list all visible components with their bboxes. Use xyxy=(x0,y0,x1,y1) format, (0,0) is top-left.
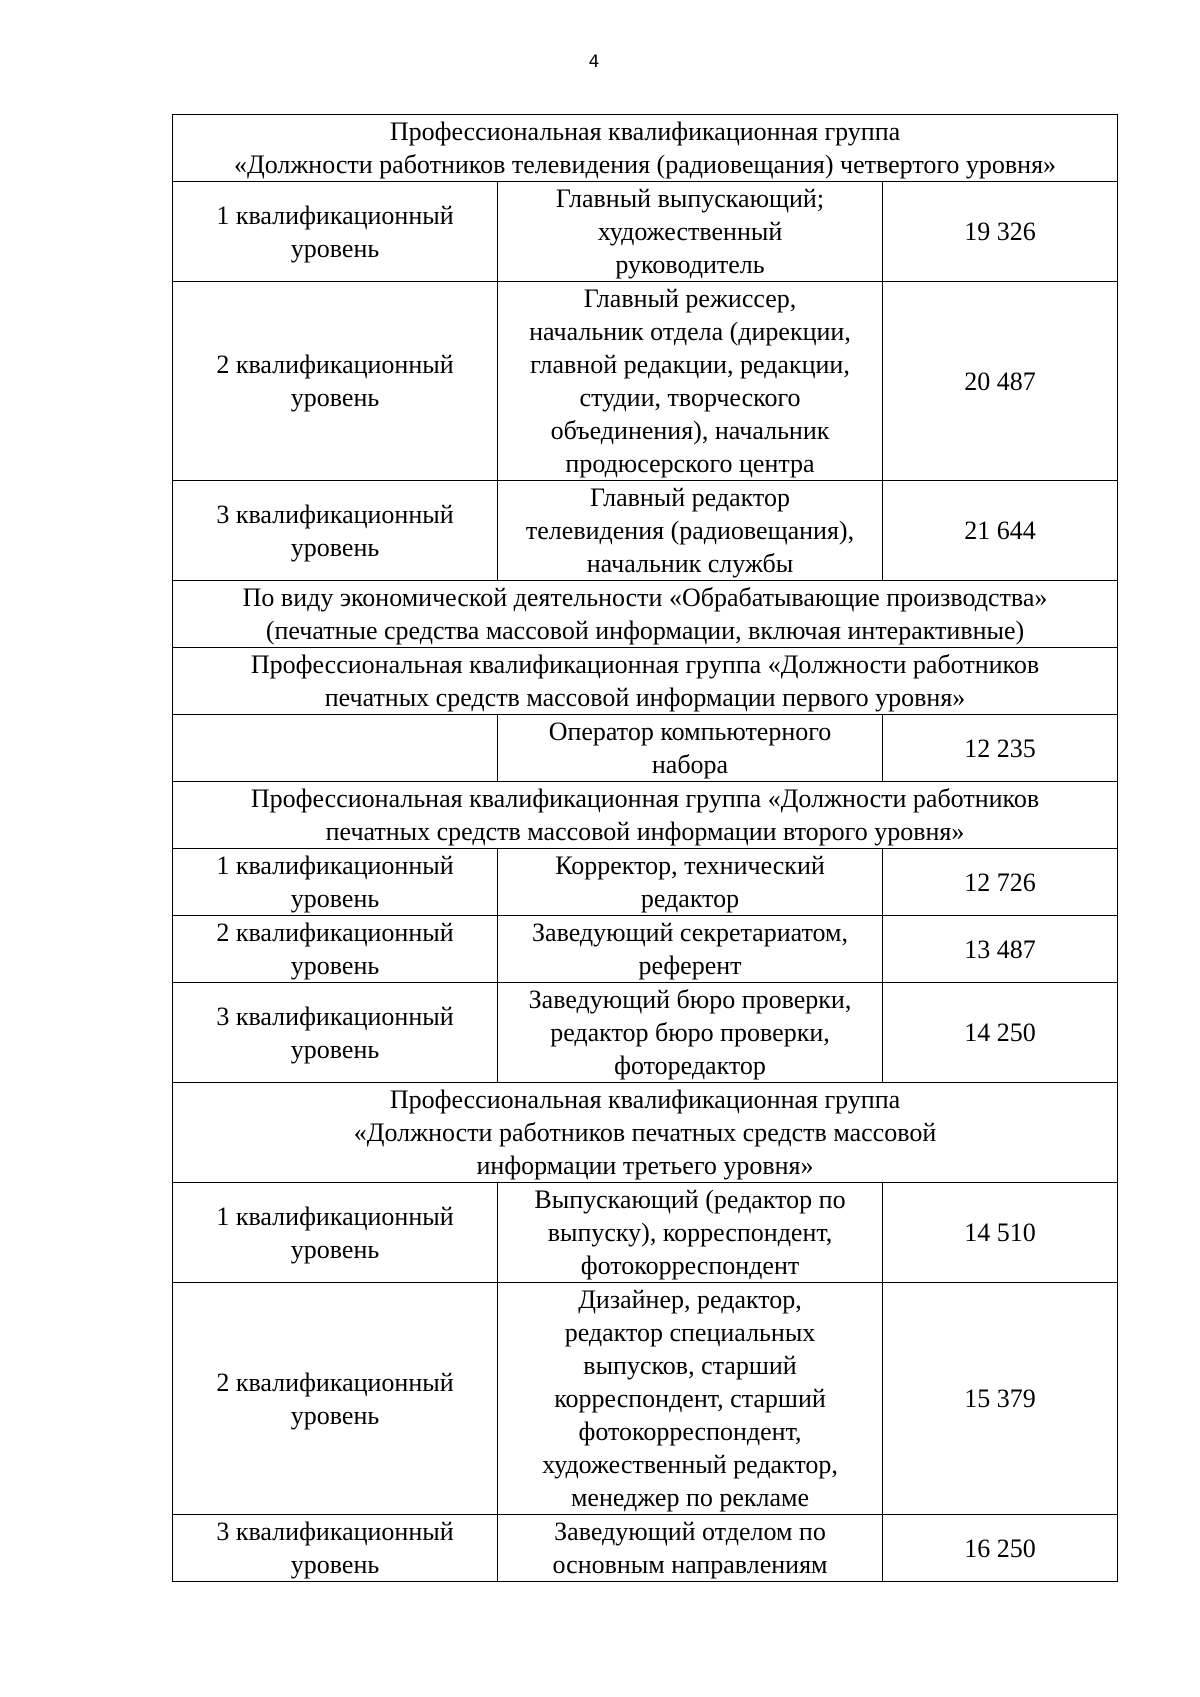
positions-cell: Главный выпускающий; художественный руководитель xyxy=(498,182,883,282)
table-row xyxy=(173,1515,1118,1582)
salary-cell: 12 726 xyxy=(883,849,1118,916)
positions-cell: Заведующий отделом по основным направлениям xyxy=(498,1515,883,1582)
positions-cell: Оператор компьютерного набора xyxy=(498,715,883,782)
level-cell: 1 квалификационный уровень xyxy=(173,1183,498,1283)
salary-table-body xyxy=(173,115,1118,1582)
salary-table-container xyxy=(172,114,1117,1582)
positions-cell: Заведующий секретариатом, референт xyxy=(498,916,883,983)
group-header-row xyxy=(173,1083,1118,1183)
salary-cell: 12 235 xyxy=(883,715,1118,782)
table-row xyxy=(173,282,1118,481)
group-header-cell: Профессиональная квалификационная группа «Должности работников печатных средств массовой информации первого уровня» xyxy=(173,648,1118,715)
table-row xyxy=(173,481,1118,581)
table-row xyxy=(173,182,1118,282)
group-header-row xyxy=(173,782,1118,849)
salary-table xyxy=(172,114,1118,1582)
group-header-row xyxy=(173,115,1118,182)
group-header-row xyxy=(173,581,1118,648)
salary-cell: 13 487 xyxy=(883,916,1118,983)
salary-cell: 14 250 xyxy=(883,983,1118,1083)
salary-cell: 14 510 xyxy=(883,1183,1118,1283)
positions-cell: Заведующий бюро проверки, редактор бюро проверки, фоторедактор xyxy=(498,983,883,1083)
level-cell: 1 квалификационный уровень xyxy=(173,182,498,282)
positions-cell: Выпускающий (редактор по выпуску), корреспондент, фотокорреспондент xyxy=(498,1183,883,1283)
salary-cell: 15 379 xyxy=(883,1283,1118,1515)
page-number: 4 xyxy=(588,52,600,72)
positions-cell: Корректор, технический редактор xyxy=(498,849,883,916)
group-header-cell: Профессиональная квалификационная группа «Должности работников телевидения (радиовещания) четвертого уровня» xyxy=(173,115,1118,182)
table-row xyxy=(173,715,1118,782)
positions-cell: Главный редактор телевидения (радиовещания), начальник службы xyxy=(498,481,883,581)
group-header-cell: Профессиональная квалификационная группа «Должности работников печатных средств массовой информации второго уровня» xyxy=(173,782,1118,849)
table-row xyxy=(173,916,1118,983)
salary-cell: 19 326 xyxy=(883,182,1118,282)
group-header-row xyxy=(173,648,1118,715)
positions-cell: Главный режиссер, начальник отдела (дирекции, главной редакции, редакции, студии, творческого объединения), начальник продюсерского центра xyxy=(498,282,883,481)
level-cell: 3 квалификационный уровень xyxy=(173,1515,498,1582)
group-header-cell: Профессиональная квалификационная группа «Должности работников печатных средств массовой информации третьего уровня» xyxy=(173,1083,1118,1183)
salary-cell: 21 644 xyxy=(883,481,1118,581)
table-row xyxy=(173,849,1118,916)
level-cell: 3 квалификационный уровень xyxy=(173,481,498,581)
level-cell: 3 квалификационный уровень xyxy=(173,983,498,1083)
level-cell: 1 квалификационный уровень xyxy=(173,849,498,916)
positions-cell: Дизайнер, редактор, редактор специальных выпусков, старший корреспондент, старший фотокорреспондент, художественный редактор, менеджер по рекламе xyxy=(498,1283,883,1515)
table-row xyxy=(173,983,1118,1083)
table-row xyxy=(173,1183,1118,1283)
level-cell: 2 квалификационный уровень xyxy=(173,282,498,481)
level-cell: 2 квалификационный уровень xyxy=(173,916,498,983)
salary-cell: 16 250 xyxy=(883,1515,1118,1582)
table-row xyxy=(173,1283,1118,1515)
level-cell xyxy=(173,715,498,782)
group-header-cell: По виду экономической деятельности «Обрабатывающие производства» (печатные средства массовой информации, включая интерактивные) xyxy=(173,581,1118,648)
salary-cell: 20 487 xyxy=(883,282,1118,481)
level-cell: 2 квалификационный уровень xyxy=(173,1283,498,1515)
